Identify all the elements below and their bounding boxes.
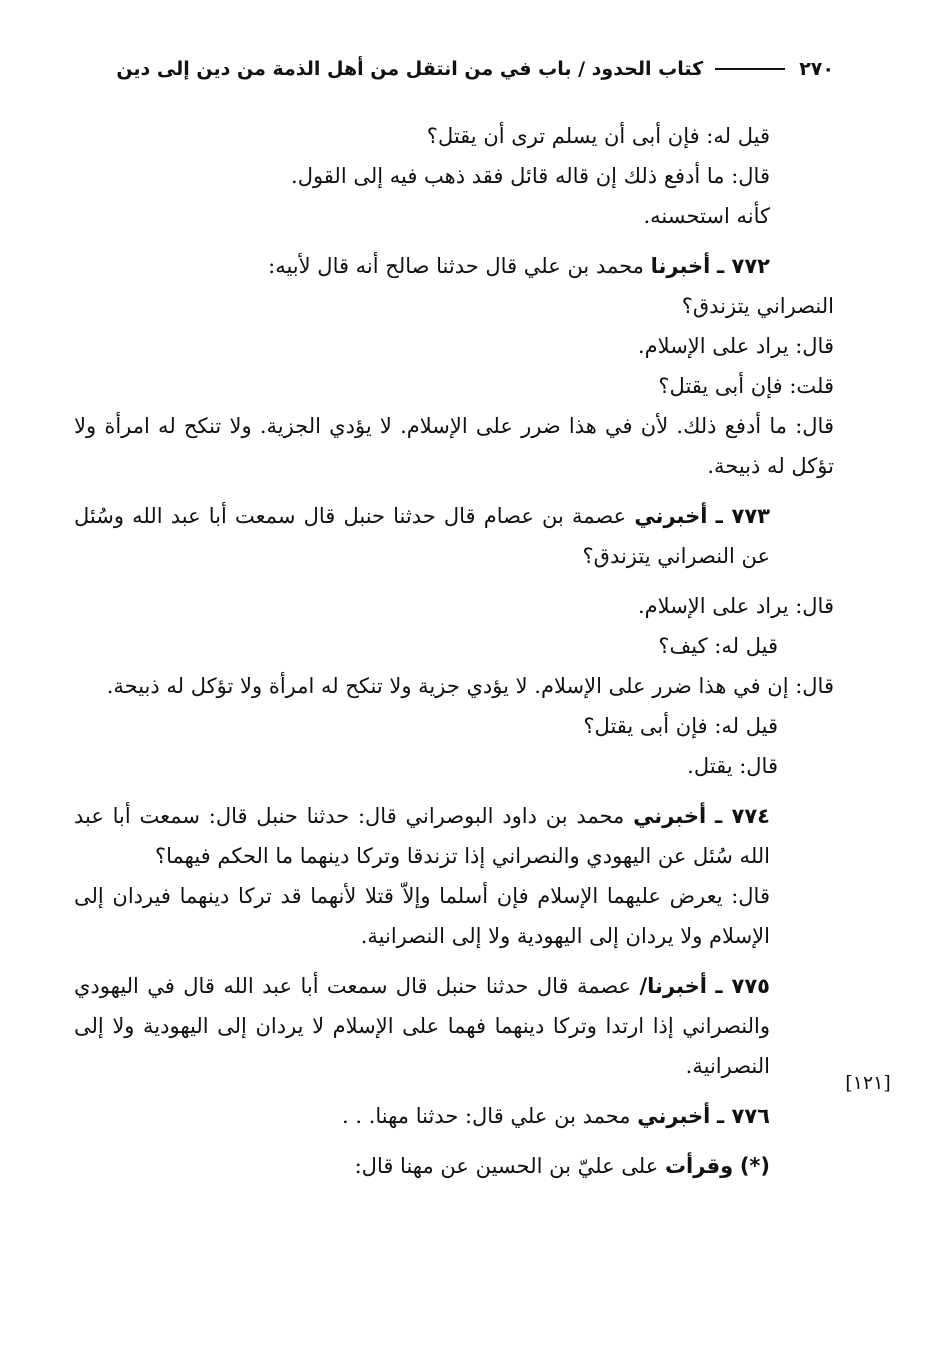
narration-773: [74, 496, 834, 576]
text-line: قيل له: فإن أبى أن يسلم ترى أن يقتل؟: [426, 124, 770, 148]
narration-keyword: أخبرني: [634, 504, 708, 528]
narration-keyword: وقرأت: [664, 1154, 734, 1178]
text-line: قال: يراد على الإسلام.: [637, 594, 834, 618]
narration-number: ٧٧٤ ـ: [714, 804, 770, 828]
narration-775: [74, 966, 834, 1086]
narration-772: [74, 246, 834, 286]
text-line: كأنه استحسنه.: [643, 204, 770, 228]
narration-number: ٧٧٣ ـ: [715, 504, 770, 528]
header-rule: [715, 68, 785, 70]
text-line: قلت: فإن أبى يقتل؟: [658, 374, 834, 398]
narration-text: محمد بن علي قال: حدثنا مهنا. . .: [342, 1104, 631, 1128]
text-line: النصراني يتزندق؟: [681, 294, 834, 318]
star-mark: (*): [739, 1154, 770, 1178]
narration-keyword: أخبرنا: [650, 254, 711, 278]
text-line: قال: ما أدفع ذلك إن قاله قائل فقد ذهب فيه إلى القول.: [291, 164, 770, 188]
narration-number: ٧٧٢ ـ: [717, 254, 770, 278]
text-line: قال: ما أدفع ذلك. لأن في هذا ضرر على الإسلام. لا يؤدي الجزية. ولا تنكح له امرأة ولا تؤكل له ذبيحة.: [74, 414, 834, 478]
narration-number: ٧٧٥ ـ: [715, 974, 770, 998]
narration-keyword: أخبرني: [637, 1104, 711, 1128]
text-line: قال: يقتل.: [687, 754, 778, 778]
text-line: قال: إن في هذا ضرر على الإسلام. لا يؤدي جزية ولا تنكح له امرأة ولا تؤكل له ذبيحة.: [106, 674, 834, 698]
narration-text: عصمة قال حدثنا حنبل قال سمعت أبا عبد الله قال في اليهودي والنصراني إذا ارتدا وتركا دينهما فهما على الإسلام لا يردان إلى اليهودية ولا إلى النصرانية.: [74, 974, 770, 1078]
text-line: قال: يعرض عليهما الإسلام فإن أسلما وإلاّ قتلا لأنهما قد تركا دينهما فيردان إلى الإسلام ولا يردان إلى اليهودية ولا إلى النصرانية.: [74, 884, 770, 948]
text-line: قيل له: كيف؟: [658, 634, 778, 658]
narration-text: محمد بن داود البوصراني قال: حدثنا حنبل قال: سمعت أبا عبد الله سُئل عن اليهودي والنصراني إذا تزندقا وتركا دينهما ما الحكم فيهما؟: [74, 804, 770, 868]
body-text: [74, 116, 834, 1186]
narration-number: ٧٧٦ ـ: [717, 1104, 770, 1128]
narration-text: عصمة بن عصام قال حدثنا حنبل قال سمعت أبا عبد الله وسُئل عن النصراني يتزندق؟: [74, 504, 770, 568]
text-line: قال: يراد على الإسلام.: [637, 334, 834, 358]
narration-text: على عليّ بن الحسين عن مهنا قال:: [354, 1154, 659, 1178]
narration-keyword: أخبرنا/: [639, 974, 707, 998]
narration-776: [74, 1096, 834, 1136]
narration-text: محمد بن علي قال حدثنا صالح أنه قال لأبيه:: [268, 254, 644, 278]
narration-star: [74, 1146, 834, 1186]
header-title: كتاب الحدود / باب في من انتقل من أهل الذمة من دين إلى دين: [116, 58, 704, 80]
text-line: قيل له: فإن أبى يقتل؟: [583, 714, 778, 738]
page-number: ٢٧٠: [799, 58, 834, 80]
narration-774: [74, 796, 834, 876]
running-header: [74, 52, 834, 86]
folio-marker: [١٢١]: [845, 1072, 891, 1094]
narration-keyword: أخبرني: [633, 804, 707, 828]
